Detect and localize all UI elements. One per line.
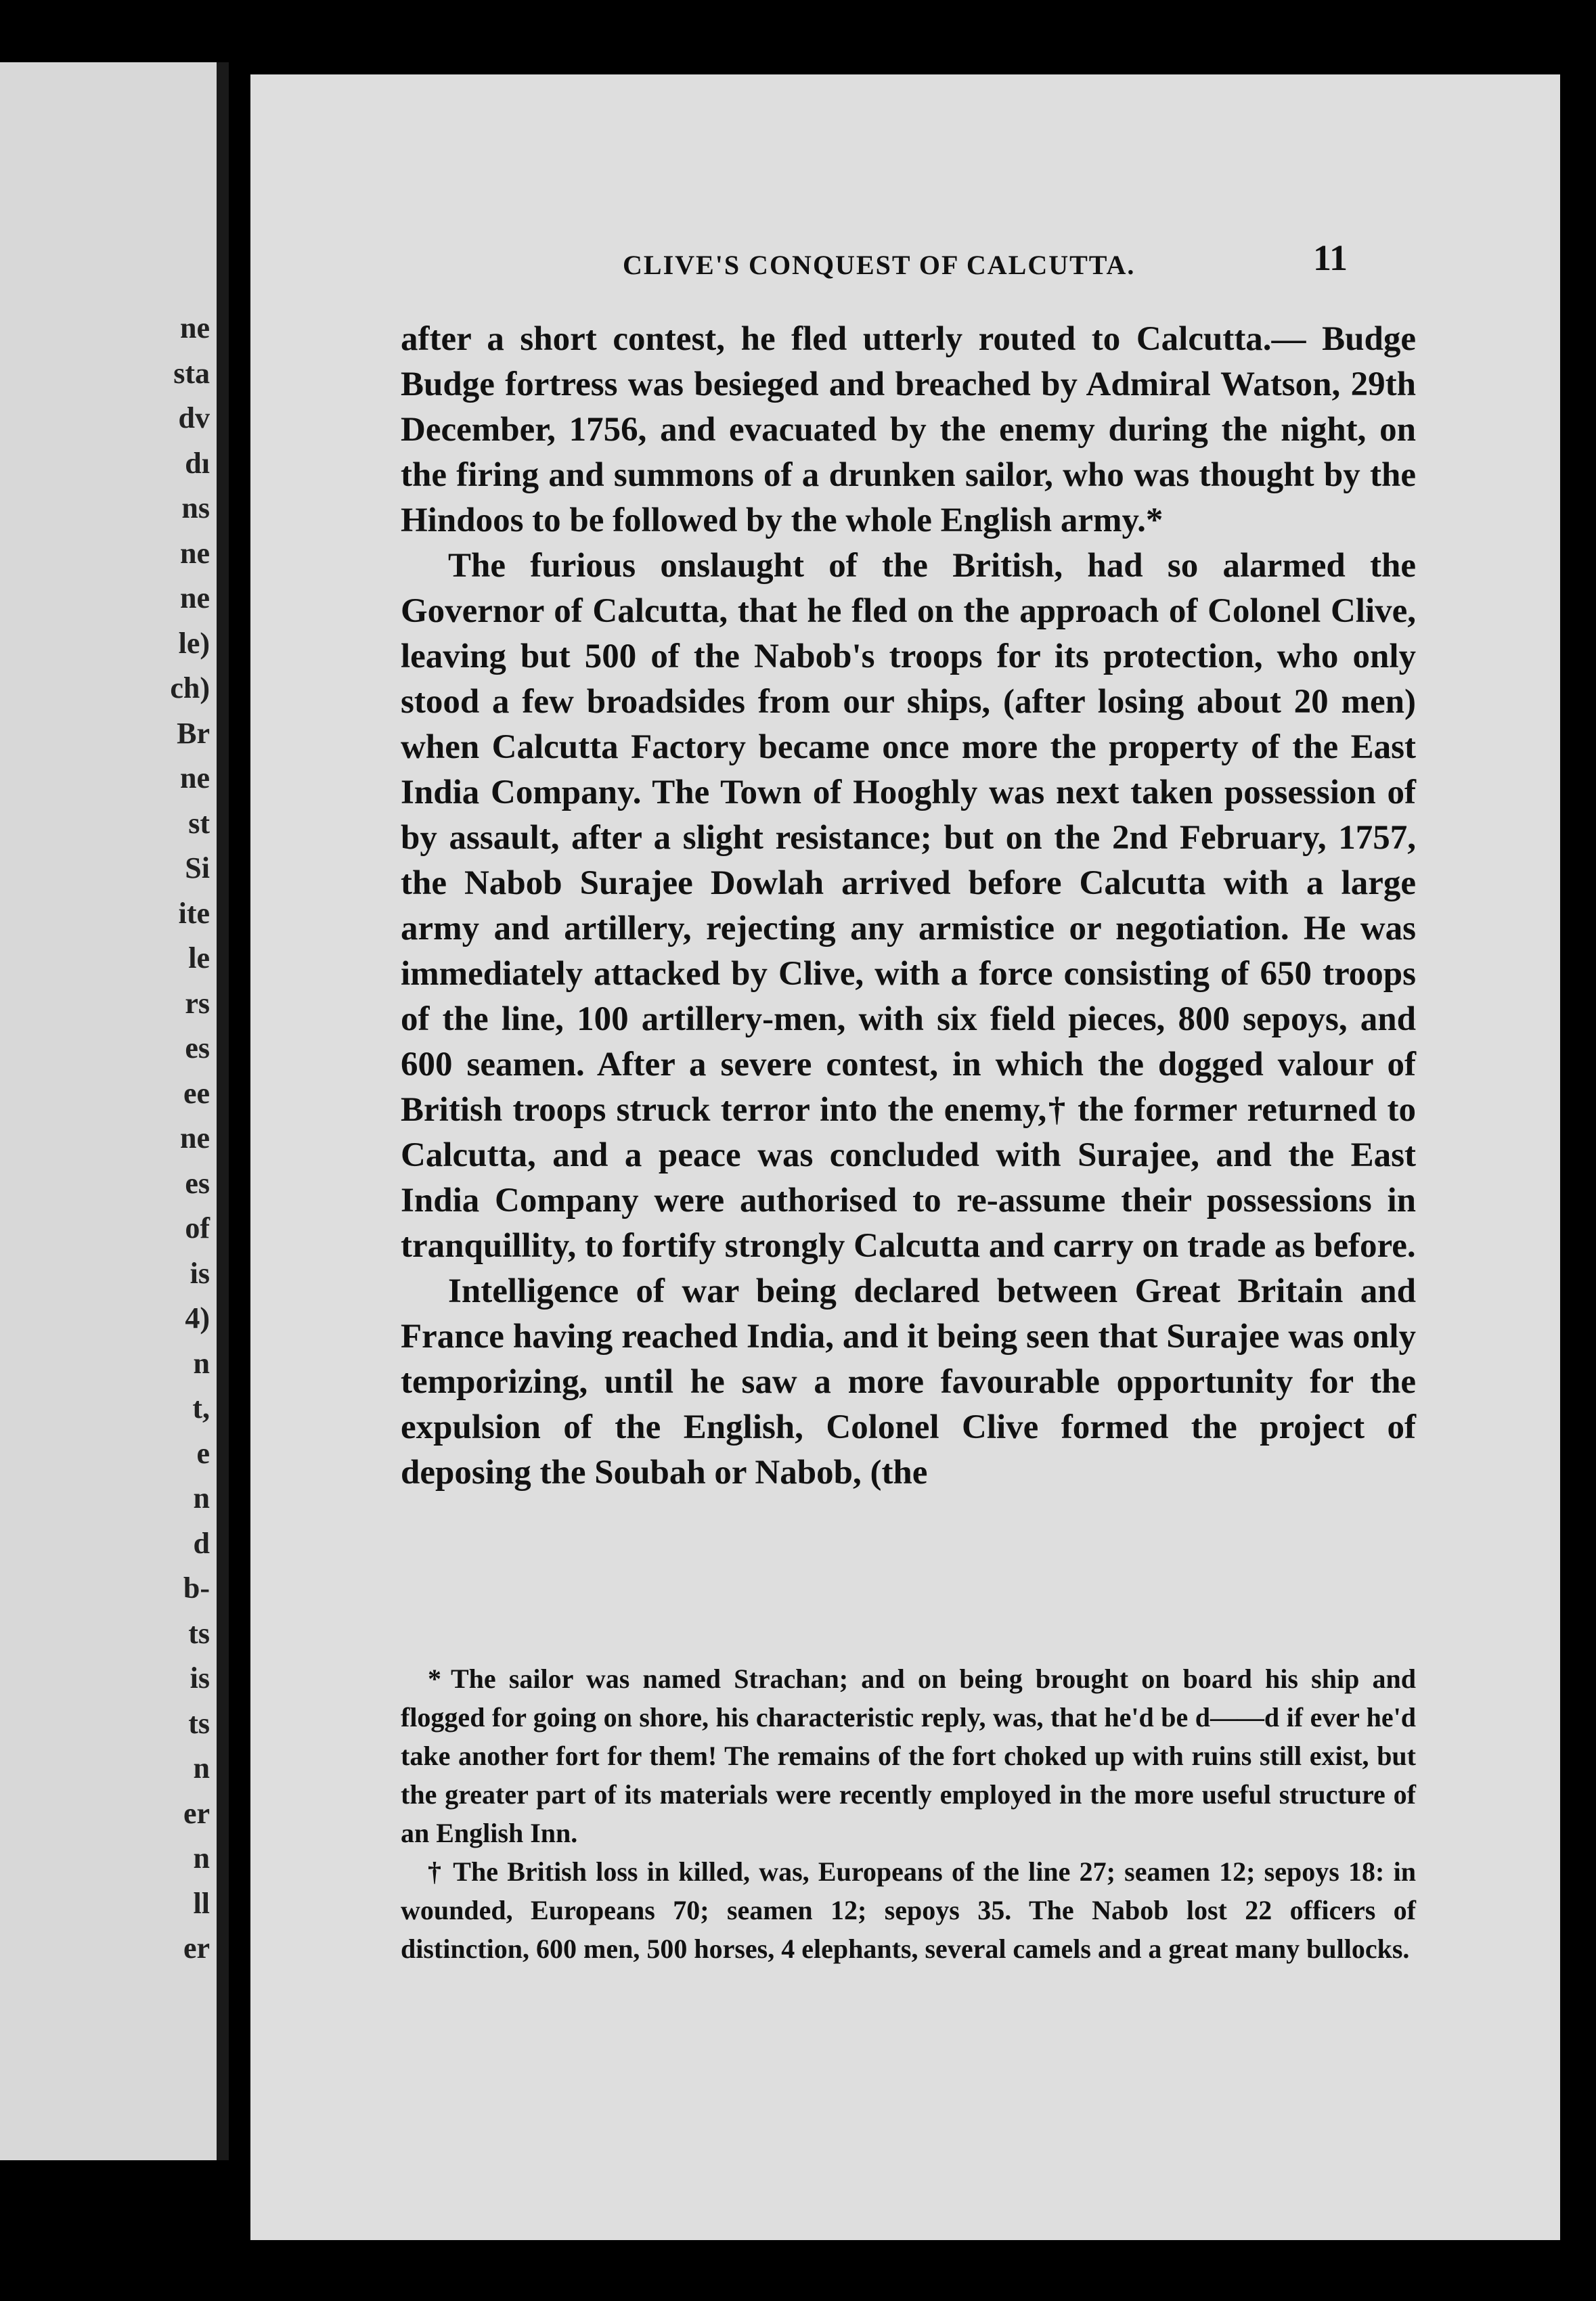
edge-fragment: er — [183, 1796, 210, 1830]
edge-fragment: es — [185, 1031, 210, 1065]
edge-fragment: dı — [185, 446, 210, 480]
edge-fragment: t, — [192, 1391, 210, 1425]
edge-fragment: n — [193, 1751, 210, 1785]
page-number: 11 — [1313, 238, 1348, 278]
running-head: CLIVE'S CONQUEST OF CALCUTTA. — [623, 250, 1136, 280]
edge-fragment: n — [193, 1346, 210, 1380]
edge-fragment: is — [190, 1661, 210, 1695]
edge-fragment: dv — [178, 401, 210, 434]
left-page-text-fragments — [170, 306, 210, 1971]
edge-fragment: 4) — [185, 1301, 210, 1335]
edge-fragment: ll — [193, 1886, 210, 1920]
paragraph: Intelligence of war being declared between Great Britain and France having reached India, and it being seen that Surajee was only temporizing, until he saw a more favourable opportunity for the expulsion of the English, Colonel Clive formed the project of deposing the Soubah or Nabob, (the — [401, 1272, 1416, 1492]
edge-fragment: st — [188, 806, 210, 840]
footnote-mark: * — [428, 1663, 441, 1694]
edge-fragment: of — [185, 1211, 210, 1245]
edge-fragment: ns — [181, 491, 210, 524]
paragraph: The furious onslaught of the British, had so alarmed the Governor of Calcutta, that he fled on the approach of Colonel Clive, leaving but 500 of the Nabob's troops for its protection, who only stood a few broadsides from our ships, (after losing about 20 men) when Calcutta Factory became once more the property of the East India Company. The Town of Hooghly was next taken possession of by assault, after a slight resistance; but on the 2nd February, 1757, the Nabob Surajee Dowlah arrived before Calcutta with a large army and artillery, rejecting any armistice or negotiation. He was immediately attacked by Clive, with a force consisting of 650 troops of the line, 100 artillery-men, with six field pieces, 800 sepoys, and 600 seamen. After a severe contest, in which the dogged valour of British troops struck terror into the enemy,† the former returned to Calcutta, and a peace was concluded with Surajee, and the East India Company were authorised to re-assume their possessions in tranquillity, to fortify strongly Calcutta and carry on trade as before. — [401, 547, 1416, 1265]
edge-fragment: Br — [177, 716, 210, 750]
edge-fragment: er — [183, 1931, 210, 1965]
edge-fragment: le) — [178, 626, 210, 660]
edge-fragment: n — [193, 1841, 210, 1875]
edge-fragment: rs — [185, 986, 210, 1020]
footnotes — [401, 1659, 1416, 1968]
edge-fragment: is — [190, 1256, 210, 1290]
edge-fragment: ne — [180, 761, 210, 795]
edge-fragment: es — [185, 1166, 210, 1200]
edge-fragment: Si — [185, 851, 210, 885]
edge-fragment: ne — [180, 536, 210, 570]
edge-fragment: ee — [183, 1076, 210, 1110]
footnote-mark: † — [428, 1856, 444, 1887]
edge-fragment: e — [196, 1436, 210, 1470]
edge-fragment: n — [193, 1481, 210, 1515]
right-page — [250, 74, 1560, 2240]
footnote — [401, 1659, 1416, 1852]
paragraph: after a short contest, he fled utterly routed to Calcutta.— Budge Budge fortress was besieged and breached by Admiral Watson, 29th December, 1756, and evacuated by the enemy during the night, on the firing and summons of a drunken sailor, who was thought by the Hindoos to be followed by the whole English army.* — [401, 320, 1416, 539]
footnote-text: The sailor was named Strachan; and on being brought on board his ship and flogged for going on shore, his characteristic reply, was, that he'd be d——d if ever he'd take another fort for them! The remains of the fort choked up with ruins still exist, but the greater part of its materials were recently employed in the more useful structure of an English Inn. — [401, 1663, 1416, 1848]
edge-fragment: ne — [180, 311, 210, 344]
edge-fragment: sta — [173, 356, 210, 390]
left-page-edge — [0, 62, 229, 2160]
edge-fragment: ne — [180, 581, 210, 615]
edge-fragment: ne — [180, 1121, 210, 1155]
edge-fragment: ite — [178, 896, 210, 930]
edge-fragment: ts — [188, 1616, 210, 1650]
edge-fragment: le — [188, 941, 210, 975]
edge-fragment: ch) — [170, 671, 210, 705]
edge-fragment: b- — [183, 1571, 210, 1605]
edge-fragment: d — [193, 1526, 210, 1560]
edge-fragment: ts — [188, 1706, 210, 1740]
footnote — [401, 1852, 1416, 1968]
footnote-text: The British loss in killed, was, Europeans of the line 27; seamen 12; sepoys 18: in wounded, Europeans 70; seamen 12; sepoys 35. The Nabob lost 22 officers of distinction, 600 men, 500 horses, 4 elephants, several camels and a great many bullocks. — [401, 1856, 1416, 1964]
body-text — [401, 317, 1416, 1496]
